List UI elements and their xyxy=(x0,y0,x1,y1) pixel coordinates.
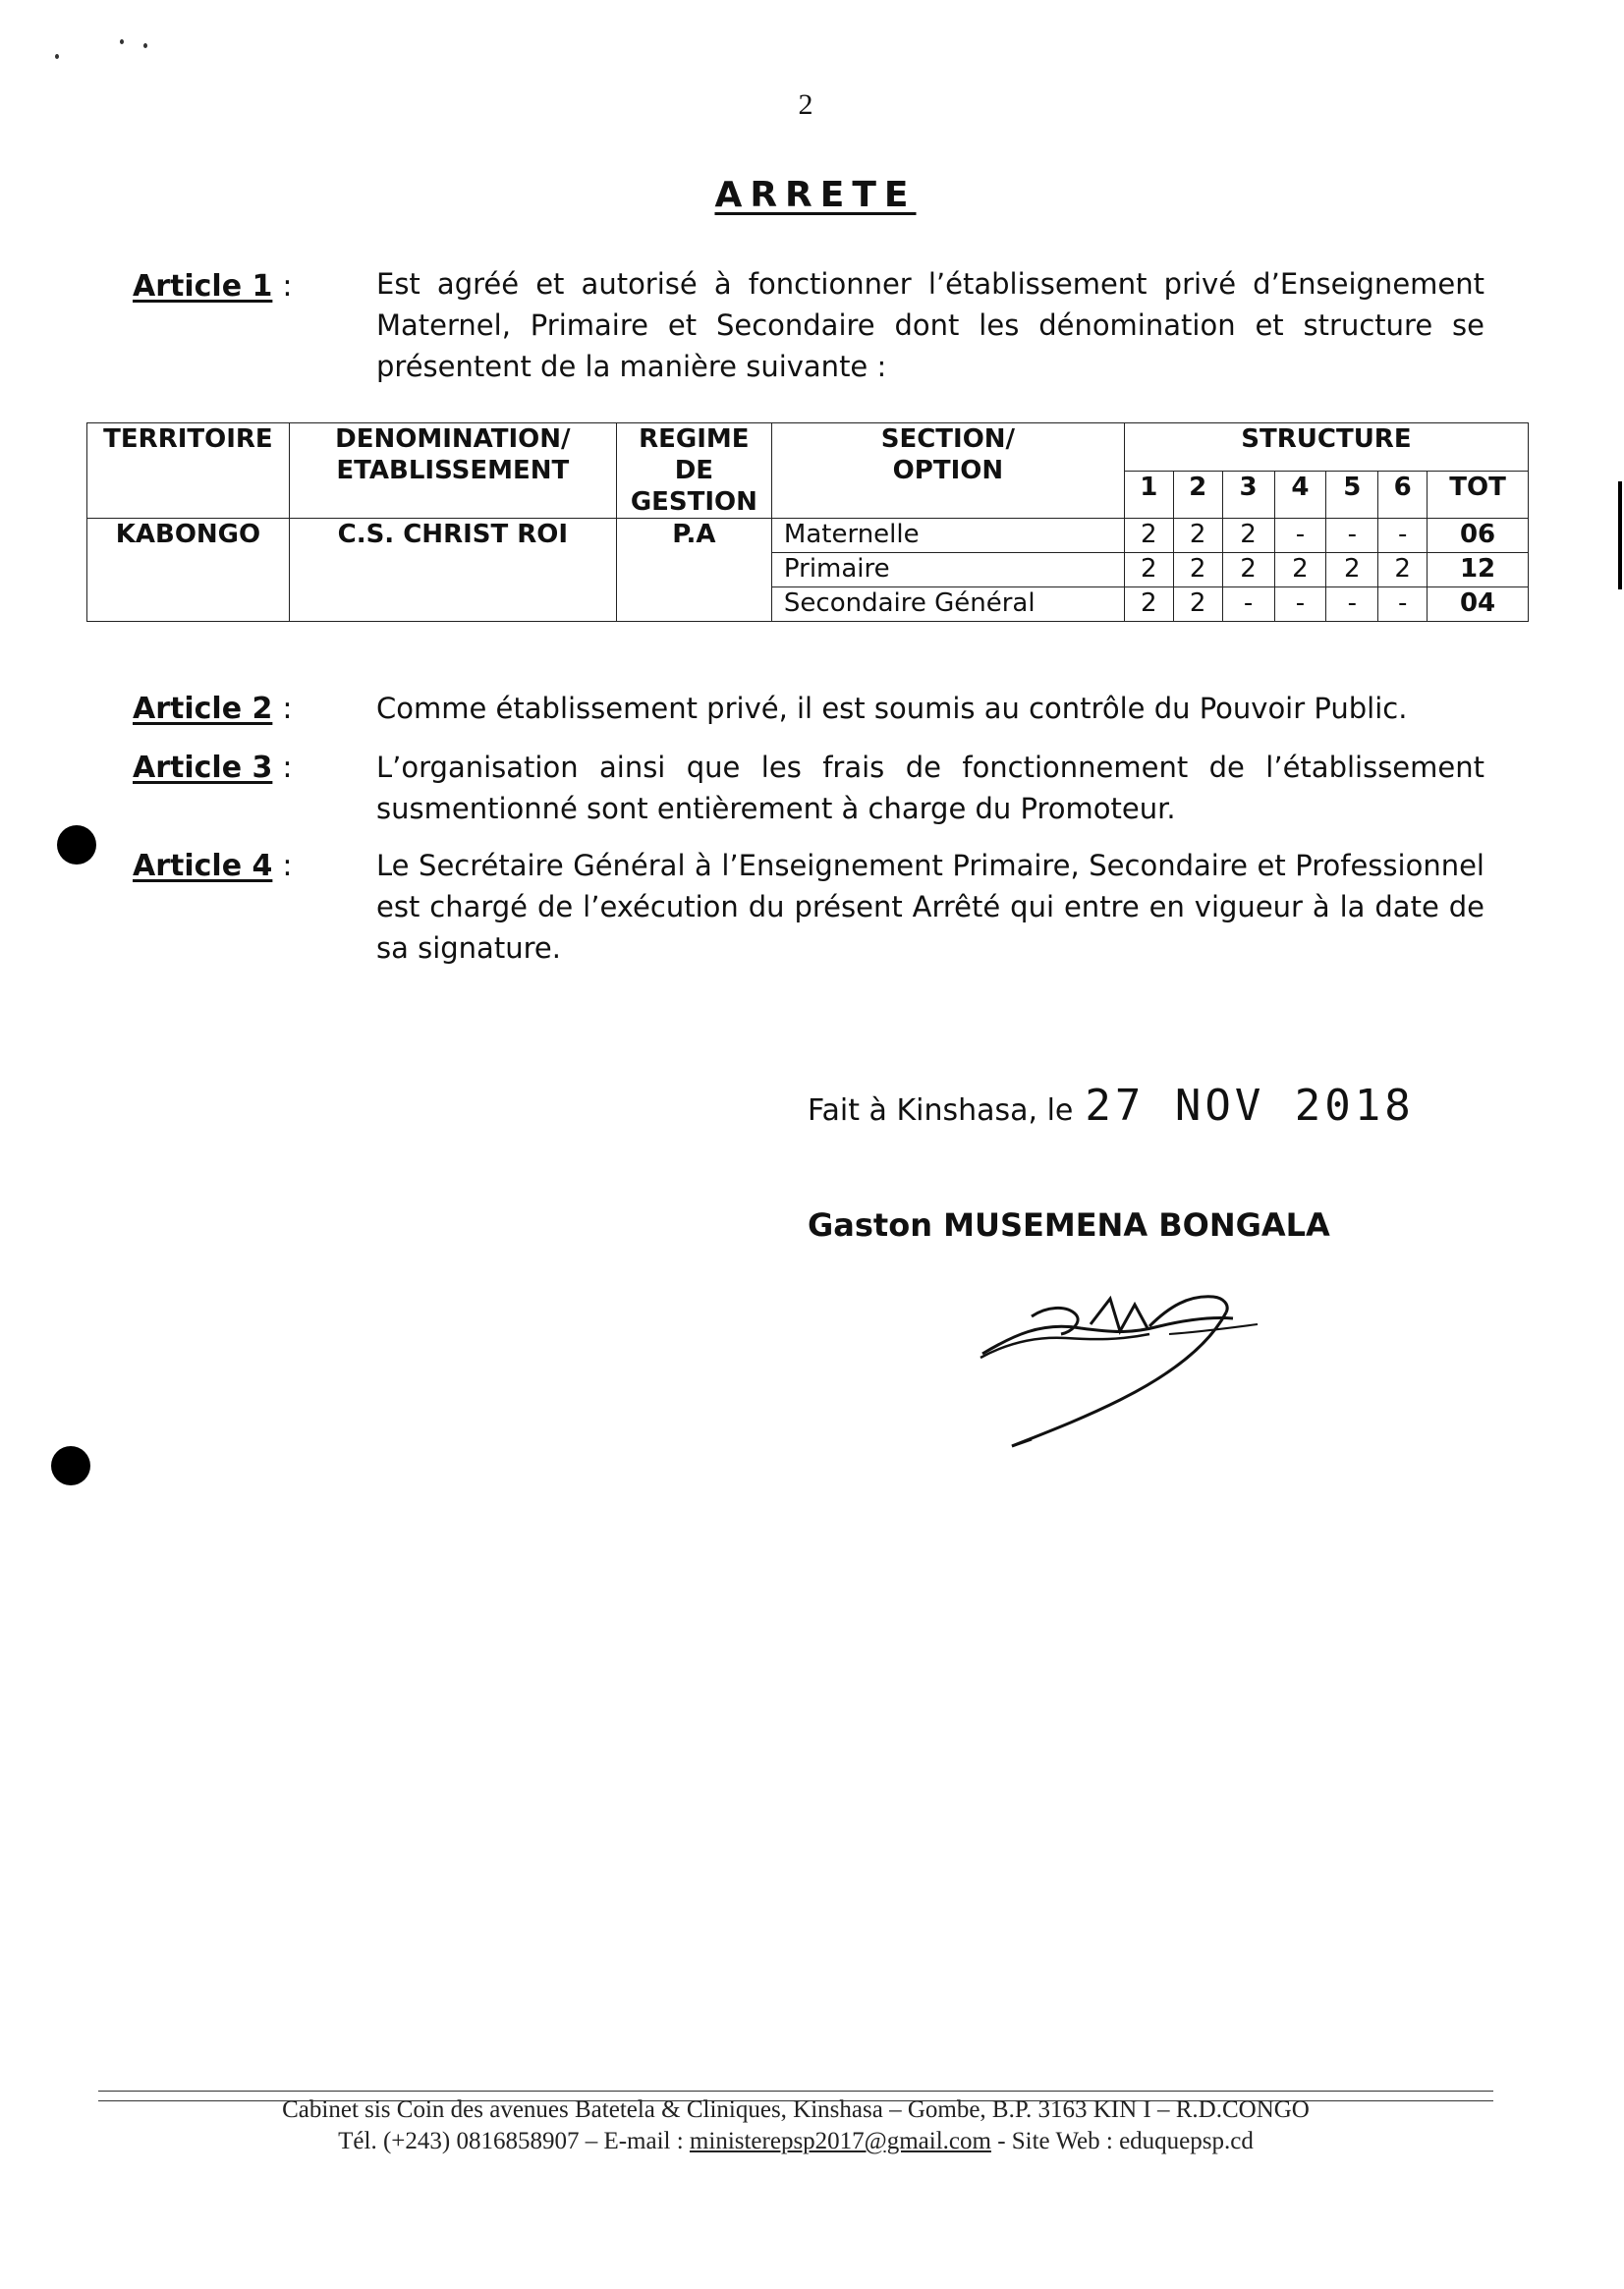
cell-territoire: KABONGO xyxy=(87,519,290,622)
punch-hole-dot xyxy=(57,825,96,865)
colon: : xyxy=(282,269,293,304)
article-label-text: Article 1 xyxy=(133,269,273,304)
header-year-4: 4 xyxy=(1274,471,1326,519)
cell-value: - xyxy=(1274,519,1326,553)
cell-section: Secondaire Général xyxy=(771,587,1124,622)
header-year-6: 6 xyxy=(1378,471,1428,519)
header-territoire: TERRITOIRE xyxy=(87,423,290,519)
cell-value: 2 xyxy=(1173,519,1222,553)
article-3-label xyxy=(133,751,292,785)
cell-value: 2 xyxy=(1173,553,1222,587)
article-2-text: Comme établissement privé, il est soumis au contrôle du Pouvoir Public. xyxy=(376,692,1408,725)
header-structure: STRUCTURE xyxy=(1124,423,1528,472)
cell-total: 04 xyxy=(1428,587,1529,622)
colon: : xyxy=(282,692,293,726)
page-number: 2 xyxy=(798,88,813,121)
header-year-5: 5 xyxy=(1326,471,1378,519)
colon: : xyxy=(282,751,293,785)
cell-value: 2 xyxy=(1378,553,1428,587)
article-label-text: Article 4 xyxy=(133,849,273,883)
header-year-1: 1 xyxy=(1124,471,1173,519)
cell-total: 06 xyxy=(1428,519,1529,553)
cell-value: 2 xyxy=(1222,519,1274,553)
cell-value: 2 xyxy=(1326,553,1378,587)
punch-hole-dot xyxy=(51,1446,90,1485)
cell-value: 2 xyxy=(1222,553,1274,587)
header-total: TOT xyxy=(1428,471,1529,519)
colon: : xyxy=(282,849,293,883)
date-stamp: 27 NOV 2018 xyxy=(1085,1081,1415,1131)
cell-value: - xyxy=(1222,587,1274,622)
cell-value: 2 xyxy=(1124,587,1173,622)
cell-section: Primaire xyxy=(771,553,1124,587)
article-label-text: Article 2 xyxy=(133,692,273,726)
cell-value: 2 xyxy=(1173,587,1222,622)
cell-total: 12 xyxy=(1428,553,1529,587)
article-2-label xyxy=(133,692,292,726)
footer-site: - Site Web : eduquepsp.cd xyxy=(990,2128,1254,2154)
table-row xyxy=(87,519,1529,553)
cell-etablissement: C.S. CHRIST ROI xyxy=(289,519,616,622)
header-year-2: 2 xyxy=(1173,471,1222,519)
footer-contact xyxy=(98,2128,1493,2155)
scan-edge-mark xyxy=(1618,481,1622,589)
cell-section: Maternelle xyxy=(771,519,1124,553)
document-title: ARRETE xyxy=(714,175,917,215)
article-4-label xyxy=(133,849,292,883)
cell-value: 2 xyxy=(1124,553,1173,587)
scan-speck xyxy=(55,54,59,59)
signatory-name: Gaston MUSEMENA BONGALA xyxy=(808,1206,1330,1244)
cell-value: - xyxy=(1378,587,1428,622)
place-prefix: Fait à Kinshasa, le xyxy=(808,1093,1074,1128)
article-1-text: Est agréé et autorisé à fonctionner l’établissement privé d’Enseignement Maternel, Primaire et Secondaire dont les dénomination et structure se présentent de la manière suivante : xyxy=(376,267,1484,383)
structure-table xyxy=(86,422,1529,622)
signature-date-line xyxy=(808,1081,1415,1131)
article-1-label xyxy=(133,269,292,304)
header-regime: REGIME DE GESTION xyxy=(616,423,771,519)
article-4-text: Le Secrétaire Général à l’Enseignement Primaire, Secondaire et Professionnel est chargé de l’exécution du présent Arrêté qui entre en vigueur à la date de sa signature. xyxy=(376,849,1484,965)
cell-value: - xyxy=(1274,587,1326,622)
header-year-3: 3 xyxy=(1222,471,1274,519)
cell-regime: P.A xyxy=(616,519,771,622)
cell-value: - xyxy=(1378,519,1428,553)
footer-email-link[interactable]: ministerepsp2017@gmail.com xyxy=(689,2128,991,2154)
footer-address: Cabinet sis Coin des avenues Batetela & Cliniques, Kinshasa – Gombe, B.P. 3163 KIN I – R.D.CONGO xyxy=(282,2096,1310,2123)
header-denomination: DENOMINATION/ ETABLISSEMENT xyxy=(289,423,616,519)
header-section: SECTION/ OPTION xyxy=(771,423,1124,519)
cell-value: - xyxy=(1326,519,1378,553)
footer-rule xyxy=(98,2091,1493,2092)
footer-tel: Tél. (+243) 0816858907 – E-mail : xyxy=(338,2128,690,2154)
article-label-text: Article 3 xyxy=(133,751,273,785)
cell-value: 2 xyxy=(1274,553,1326,587)
cell-value: - xyxy=(1326,587,1378,622)
scan-speck xyxy=(143,43,147,48)
article-3-text: L’organisation ainsi que les frais de fonctionnement de l’établissement susmentionné sont entièrement à charge du Promoteur. xyxy=(376,751,1484,825)
scan-speck xyxy=(120,39,124,44)
handwritten-signature xyxy=(973,1277,1297,1454)
cell-value: 2 xyxy=(1124,519,1173,553)
